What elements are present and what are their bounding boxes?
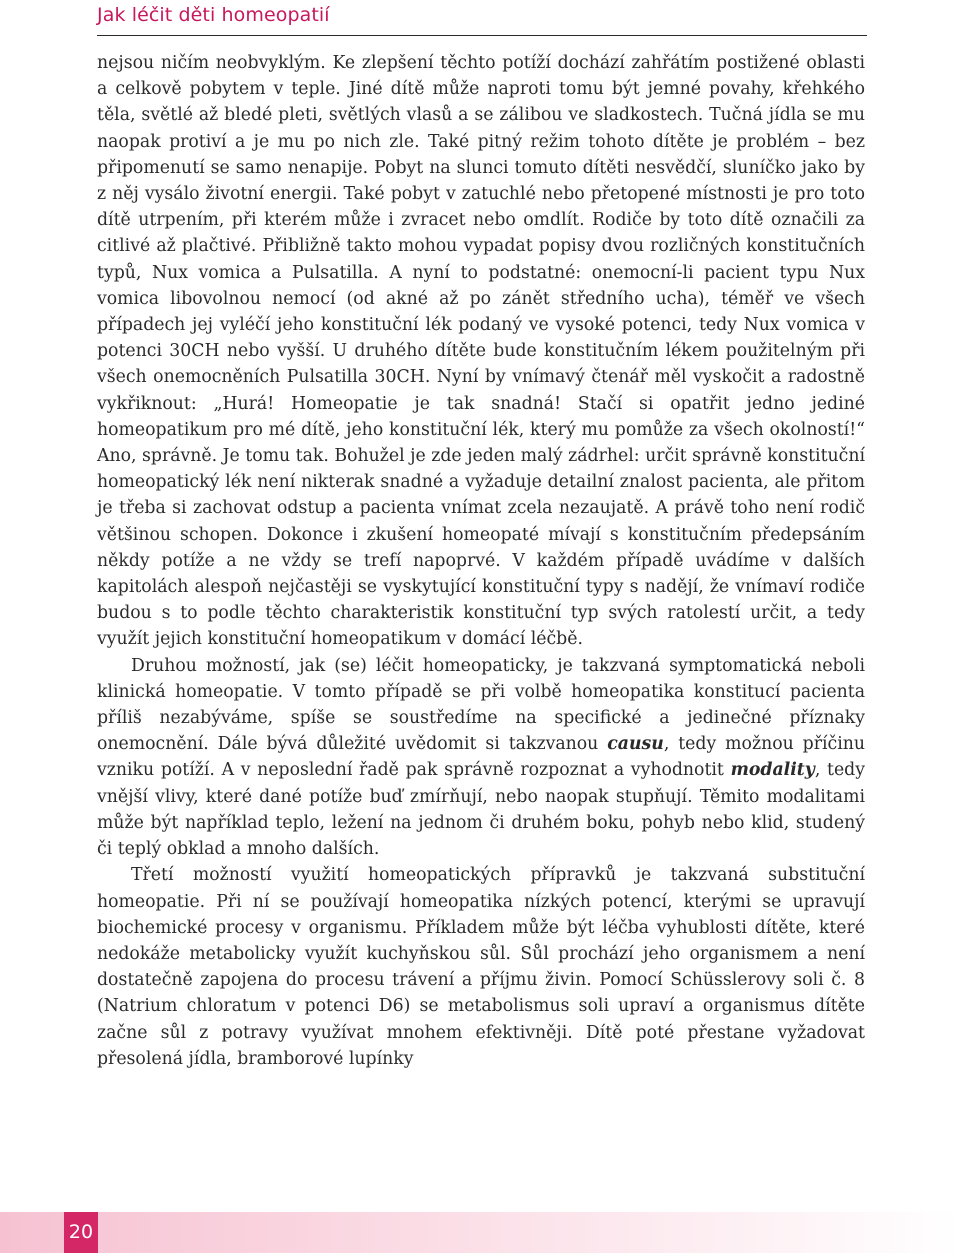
main-text	[97, 50, 865, 1072]
paragraph-2-part-b: , tedy možnou příčinu vzniku potíží. A v neposlední řadě pak správně rozpoznat a vyhodnotit	[97, 734, 865, 781]
paragraph-3: Třetí možností využití homeopatických přípravků je takzvaná substituční homeopatie. Při ní se používají homeopatika nízkých potencí, kterými se upravují biochemické procesy v organismu. Příkladem může být léčba vyhublosti dítěte, které nedokáže metabolicky využít kuchyňskou sůl. Sůl prochází jeho organismem a není dostatečně zapojena do procesu trávení a příjmu živin. Pomocí Schüsslerovy soli č. 8 (Natrium chloratum v potenci D6) se metabolismus soli upraví a organismus dítěte začne sůl z potravy využívat mnohem efektivněji. Dítě poté přestane vyžadovat přesolená jídla, bramborové lupínky	[97, 865, 865, 1069]
footer-band	[0, 1212, 960, 1253]
header-divider	[97, 35, 867, 36]
page-number: 20	[64, 1212, 98, 1253]
term-modality	[731, 760, 815, 780]
paragraph-1: nejsou ničím neobvyklým. Ke zlepšení těchto potíží dochází zahřátím postižené oblasti a celkově pobytem v teple. Jiné dítě může naproti tomu být jemné povahy, křehkého těla, světlé až bledé pleti, světlých vlasů a se zálibou ve sladkostech. Tučná jídla se mu naopak protiví a je mu po nich zle. Také pitný režim tohoto dítěte je problém – bez připomenutí se samo nenapije. Pobyt na slunci tomuto dítěti nesvědčí, sluníčko jako by z něj vysálo životní energii. Také pobyt v zatuchlé nebo přetopené místnosti je pro toto dítě utrpením, při kterém může i zvracet nebo omdlít. Rodiče by toto dítě označili za citlivé až plačtivé. Přibližně takto mohou vypadat popisy dvou rozličných konstitučních typů, Nux vomica a Pulsatilla. A nyní to podstatné: onemocní-li pacient typu Nux vomica libovolnou nemocí (od akné až po zánět středního ucha), téměř ve všech případech jej vyléčí jeho konstituční lék podaný ve vysoké potenci, tedy Nux vomica v potenci 30CH nebo vyšší. U druhého dítěte bude konstitučním lékem použitelným při všech onemocněních Pulsatilla 30CH. Nyní by vnímavý čtenář měl vyskočit a radostně vykřiknout: „Hurá! Homeopatie je tak snadná! Stačí si opatřit jedno jediné homeopatikum pro mé dítě, jeho konstituční lék, který mu pomůže za všech okolností!“ Ano, správně. Je tomu tak. Bohužel je zde jeden malý zádrhel: určit správně konstituční homeopatický lék není nikterak snadné a vyžaduje detailní znalost pacienta, ale přitom je třeba si zachovat odstup a pacienta vnímat zcela nezaujatě. A právě toho není rodič většinou schopen. Dokonce i zkušení homeopaté mívají s konstitučním předepsáním někdy potíže a ne vždy se trefí napoprvé. V každém případě uvádíme v dalších kapitolách alespoň nejčastěji se vyskytující konstituční typy s nadějí, že vnímaví rodiče budou s to podle těchto charakteristik konstituční typ svých ratolestí určit, a tedy využít jejich konstituční homeopatikum v domácí léčbě.	[97, 53, 865, 650]
term-modality-text: modality	[730, 760, 815, 781]
term-causu-text: causu	[607, 734, 664, 755]
paragraph-2-part-a: Druhou možností, jak (se) léčit homeopaticky, je takzvaná symptomatická neboli klinická homeopatie. V tomto případě se při volbě homeopatika konstitucí pacienta příliš nezabýváme, spíše se soustředíme na specifické a jedinečné příznaky onemocnění. Dále bývá důležité uvědomit si takzvanou	[97, 655, 865, 755]
term-causu	[607, 734, 664, 754]
paragraph-2	[97, 653, 865, 863]
running-header-title: Jak léčit děti homeopatií	[97, 4, 330, 26]
paragraph-2-part-c: , tedy vnější vlivy, které dané potíže buď zmírňují, nebo naopak stupňují. Těmito modalitami může být například teplo, ležení na jednom či druhém boku, pohyb nebo klid, studený či teplý obklad a mnoho dalších.	[97, 760, 866, 860]
